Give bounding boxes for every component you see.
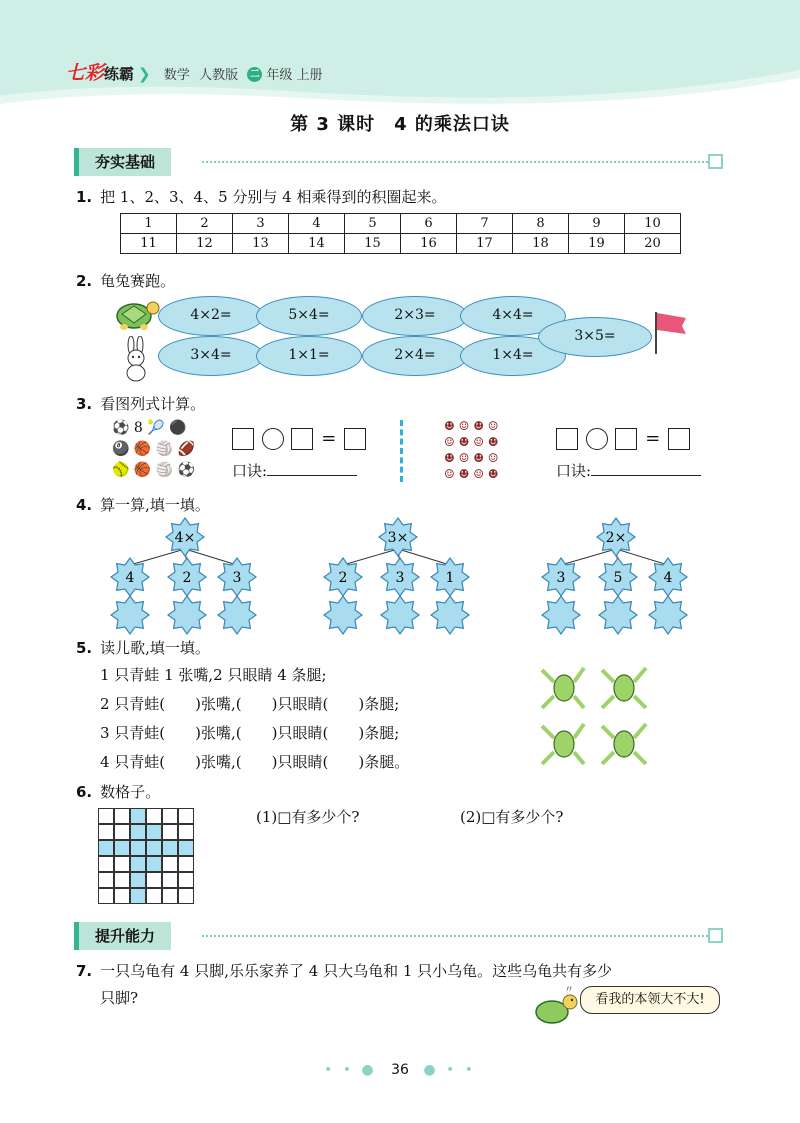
number-cell[interactable]: 13: [233, 234, 289, 254]
number-table: [120, 213, 681, 254]
brand-logo: 七彩: [66, 62, 105, 84]
koujue-line-1: [232, 460, 357, 481]
grid-cell[interactable]: [178, 856, 194, 872]
finish-equation[interactable]: 3×5=: [538, 317, 652, 357]
answer-star[interactable]: [324, 596, 362, 634]
brand-name: 练霸: [104, 65, 135, 83]
number-cell[interactable]: 11: [121, 234, 177, 254]
question-number: 2.: [76, 272, 93, 290]
svg-text:2: 2: [338, 570, 348, 586]
mask-icon: ☺: [458, 451, 470, 465]
tree-leaf-star: [324, 558, 362, 596]
answer-star[interactable]: [431, 596, 469, 634]
grid-question-1: (1)□有多少个?: [256, 808, 360, 826]
number-cell[interactable]: 14: [289, 234, 345, 254]
tortoise-equation[interactable]: 5×4=: [256, 296, 362, 336]
section-end-square: [708, 154, 723, 169]
koujue-blank[interactable]: [267, 460, 357, 476]
svg-text:4: 4: [125, 570, 135, 586]
mask-icon: ☻: [458, 467, 470, 481]
koujue-line-2: [556, 460, 701, 481]
ball-icon: 🥎: [112, 462, 130, 478]
number-cell[interactable]: 1: [121, 214, 177, 234]
masks-picture: [444, 418, 538, 482]
grid-cell[interactable]: [178, 840, 194, 856]
number-cell[interactable]: 20: [625, 234, 681, 254]
answer-box[interactable]: [232, 428, 254, 450]
ball-icon: 🏈: [177, 441, 196, 457]
rabbit-equation[interactable]: 1×4=: [460, 336, 566, 376]
tree-leaf-star: [111, 558, 149, 596]
mask-icon: ☻: [473, 451, 484, 465]
page-number: [0, 1062, 800, 1078]
mask-icon: ☺: [473, 435, 484, 449]
grid-cell[interactable]: [162, 872, 178, 888]
answer-box[interactable]: [344, 428, 366, 450]
ball-icon: 🎾: [147, 420, 165, 436]
frogs-picture: [536, 664, 656, 774]
section-advanced-label: 提升能力: [74, 922, 171, 950]
number-cell[interactable]: 16: [401, 234, 457, 254]
tree-leaf-star: [599, 558, 637, 596]
mask-icon: ☻: [444, 419, 455, 433]
section-divider: [202, 161, 708, 163]
grid-cell[interactable]: [130, 856, 146, 872]
brand-header: [66, 58, 322, 85]
tree-leaf-star: [218, 558, 256, 596]
page-number-value: 36: [391, 1062, 409, 1078]
grid-cell[interactable]: [114, 808, 130, 824]
section-basic-label: 夯实基础: [74, 148, 171, 176]
svg-text:3: 3: [395, 570, 405, 586]
grid-cell[interactable]: [114, 888, 130, 904]
koujue-blank[interactable]: [591, 460, 701, 476]
grid-cell[interactable]: [130, 824, 146, 840]
tortoise-equation[interactable]: 4×2=: [158, 296, 264, 336]
number-cell[interactable]: 4: [289, 214, 345, 234]
grid-cell[interactable]: [98, 856, 114, 872]
equals-sign: =: [645, 428, 661, 449]
grid-cell[interactable]: [98, 808, 114, 824]
grid-cell[interactable]: [178, 808, 194, 824]
grid-cell[interactable]: [130, 872, 146, 888]
tree-leaf-star: [431, 558, 469, 596]
equals-sign: =: [321, 428, 337, 449]
song-line[interactable]: 4 只青蛙( )张嘴,( )只眼睛( )条腿。: [100, 753, 410, 771]
answer-box[interactable]: [291, 428, 313, 450]
rabbit-icon: [116, 336, 156, 382]
number-cell[interactable]: 8: [513, 214, 569, 234]
number-cell[interactable]: 18: [513, 234, 569, 254]
tortoise-equation[interactable]: 2×3=: [362, 296, 468, 336]
mask-icon: ☻: [487, 435, 499, 449]
ball-icon: 🎱: [112, 441, 130, 457]
tree-branch: [185, 549, 237, 565]
question-number: 6.: [76, 783, 93, 801]
tree-branch: [130, 549, 185, 565]
grade-badge: 二: [247, 67, 262, 82]
question-text: 读儿歌,填一填。: [100, 639, 210, 657]
multiplication-trees: [0, 515, 800, 645]
svg-text:4: 4: [663, 570, 673, 586]
number-cell[interactable]: 5: [345, 214, 401, 234]
song-line[interactable]: 3 只青蛙( )张嘴,( )只眼睛( )条腿;: [100, 724, 400, 742]
number-cell[interactable]: 12: [177, 234, 233, 254]
number-cell[interactable]: 2: [177, 214, 233, 234]
answer-star[interactable]: [111, 596, 149, 634]
song-line[interactable]: 2 只青蛙( )张嘴,( )只眼睛( )条腿;: [100, 695, 400, 713]
ball-icon: ⚫: [169, 420, 187, 436]
answer-star[interactable]: [218, 596, 256, 634]
grid-cell[interactable]: [178, 888, 194, 904]
tortoise-icon: [530, 986, 580, 1030]
question-text: 看图列式计算。: [100, 395, 206, 413]
grid-cell[interactable]: [146, 888, 162, 904]
answer-box[interactable]: [615, 428, 637, 450]
mask-icon: ☻: [473, 419, 484, 433]
mask-icon: ☻: [444, 451, 455, 465]
table-row: [121, 214, 681, 234]
question-text: 一只乌龟有 4 只脚,乐乐家养了 4 只大乌龟和 1 只小乌龟。这些乌龟共有多少: [100, 962, 613, 980]
dots-decoration: • • ●: [323, 1062, 377, 1078]
balls-picture: [112, 418, 212, 481]
tree-branch: [561, 549, 616, 565]
tortoise-icon: [110, 296, 160, 332]
ball-icon: ⚽: [177, 462, 196, 478]
grid-cell[interactable]: [114, 872, 130, 888]
grid-cell[interactable]: [98, 872, 114, 888]
mask-icon: ☺: [473, 467, 484, 481]
dots-decoration: ● • •: [423, 1062, 476, 1078]
question-2: [76, 270, 175, 291]
number-cell[interactable]: 17: [457, 234, 513, 254]
tree-leaf-star: [168, 558, 206, 596]
koujue-label: 口诀:: [232, 462, 268, 480]
answer-box[interactable]: [556, 428, 578, 450]
question-6: [76, 781, 160, 802]
question-number: 4.: [76, 496, 93, 514]
mask-icon: ☺: [458, 419, 470, 433]
section-end-square: [708, 928, 723, 943]
grade: 年级 上册: [266, 68, 323, 83]
grid-cell[interactable]: [130, 888, 146, 904]
grid-cell[interactable]: [162, 888, 178, 904]
table-row: [121, 234, 681, 254]
ball-icon: 🏐: [155, 441, 174, 457]
tree-branch: [398, 549, 450, 565]
chevron-right-icon: ❯: [138, 65, 151, 83]
svg-text:4×: 4×: [174, 530, 196, 546]
mask-icon: ☺: [444, 467, 455, 481]
lesson-title: 第 3 课时 4 的乘法口诀: [290, 114, 510, 135]
mask-icon: ☻: [458, 435, 470, 449]
grid-cell[interactable]: [146, 872, 162, 888]
grid-cell[interactable]: [114, 856, 130, 872]
grid-cell[interactable]: [146, 808, 162, 824]
number-cell[interactable]: 19: [569, 234, 625, 254]
tree-root-star: [597, 518, 635, 556]
number-cell[interactable]: 3: [233, 214, 289, 234]
ball-icon: 🏀: [133, 441, 152, 457]
svg-text:3: 3: [556, 570, 566, 586]
tree-root-star: [379, 518, 417, 556]
svg-text:3×: 3×: [387, 530, 409, 546]
grid-cell[interactable]: [178, 872, 194, 888]
grid-cell[interactable]: [162, 856, 178, 872]
operator-circle[interactable]: [262, 428, 284, 450]
rabbit-equation[interactable]: 1×1=: [256, 336, 362, 376]
number-cell[interactable]: 9: [569, 214, 625, 234]
grid-cell[interactable]: [178, 824, 194, 840]
svg-text:〃: 〃: [564, 986, 574, 996]
number-cell[interactable]: 15: [345, 234, 401, 254]
tree-branch: [616, 549, 668, 565]
number-cell[interactable]: 6: [401, 214, 457, 234]
question-7: [76, 960, 612, 981]
grid-cell[interactable]: [130, 808, 146, 824]
question-number: 3.: [76, 395, 93, 413]
svg-text:2: 2: [182, 570, 192, 586]
tree-leaf-star: [381, 558, 419, 596]
question-number: 7.: [76, 962, 93, 980]
rabbit-equation[interactable]: 3×4=: [158, 336, 264, 376]
tree-leaf-star: [649, 558, 687, 596]
operator-circle[interactable]: [586, 428, 608, 450]
question-text: 数格子。: [100, 783, 161, 801]
grid-cell[interactable]: [146, 856, 162, 872]
section-advanced: [74, 922, 726, 950]
equation-template-2: [556, 428, 692, 450]
answer-star[interactable]: [168, 596, 206, 634]
question-text: 龟兔赛跑。: [100, 272, 176, 290]
koujue-label: 口诀:: [556, 462, 592, 480]
dashed-divider: [400, 420, 403, 482]
question-text: 算一算,填一填。: [100, 496, 210, 514]
svg-text:3: 3: [232, 570, 242, 586]
ball-icon: 🏐: [155, 462, 174, 478]
rabbit-equation[interactable]: 2×4=: [362, 336, 468, 376]
ball-icon: 8: [133, 420, 143, 436]
tortoise-equation[interactable]: 4×4=: [460, 296, 566, 336]
tree-root-star: [166, 518, 204, 556]
frog-icon: [542, 668, 646, 764]
question-7-line-2: 只脚?: [100, 989, 139, 1007]
svg-text:5: 5: [613, 570, 623, 586]
question-number: 5.: [76, 639, 93, 657]
grid-cell[interactable]: [162, 824, 178, 840]
grid-cell[interactable]: [146, 824, 162, 840]
number-cell[interactable]: 10: [625, 214, 681, 234]
mask-icon: ☺: [487, 451, 499, 465]
answer-star[interactable]: [542, 596, 580, 634]
tree-branch: [343, 549, 398, 565]
question-5: [76, 637, 210, 658]
header-band: [0, 0, 800, 110]
question-number: 1.: [76, 188, 93, 206]
number-cell[interactable]: 7: [457, 214, 513, 234]
grid-question-2: (2)□有多少个?: [460, 808, 564, 826]
grid-cell[interactable]: [130, 840, 146, 856]
answer-star[interactable]: [649, 596, 687, 634]
grid-cell[interactable]: [162, 808, 178, 824]
mask-icon: ☺: [487, 419, 499, 433]
edition: 人教版: [199, 68, 239, 83]
section-basic: [74, 148, 726, 176]
mask-icon: ☺: [444, 435, 455, 449]
question-1: [76, 186, 446, 207]
flag-icon: [652, 310, 692, 356]
answer-star[interactable]: [599, 596, 637, 634]
grid-cell[interactable]: [114, 824, 130, 840]
grid-cell[interactable]: [162, 840, 178, 856]
question-3: [76, 393, 205, 414]
section-divider: [202, 935, 708, 937]
question-text: 把 1、2、3、4、5 分别与 4 相乘得到的积圈起来。: [100, 188, 447, 206]
tree-leaf-star: [542, 558, 580, 596]
mask-icon: ☻: [487, 467, 499, 481]
grid-cell[interactable]: [98, 888, 114, 904]
svg-text:1: 1: [445, 570, 455, 586]
ball-icon: ⚽: [112, 420, 130, 436]
equation-template-1: [232, 428, 368, 450]
question-4: [76, 494, 210, 515]
speech-bubble: 看我的本领大不大!: [580, 986, 720, 1014]
ball-icon: 🏀: [133, 462, 152, 478]
subject: 数学: [163, 68, 190, 83]
song-line: 1 只青蛙 1 张嘴,2 只眼睛 4 条腿;: [100, 666, 327, 684]
answer-star[interactable]: [381, 596, 419, 634]
answer-box[interactable]: [668, 428, 690, 450]
grid-cell[interactable]: [98, 840, 114, 856]
grid-cell[interactable]: [98, 824, 114, 840]
grid-cell[interactable]: [146, 840, 162, 856]
grid-cell[interactable]: [114, 840, 130, 856]
svg-text:2×: 2×: [605, 530, 627, 546]
